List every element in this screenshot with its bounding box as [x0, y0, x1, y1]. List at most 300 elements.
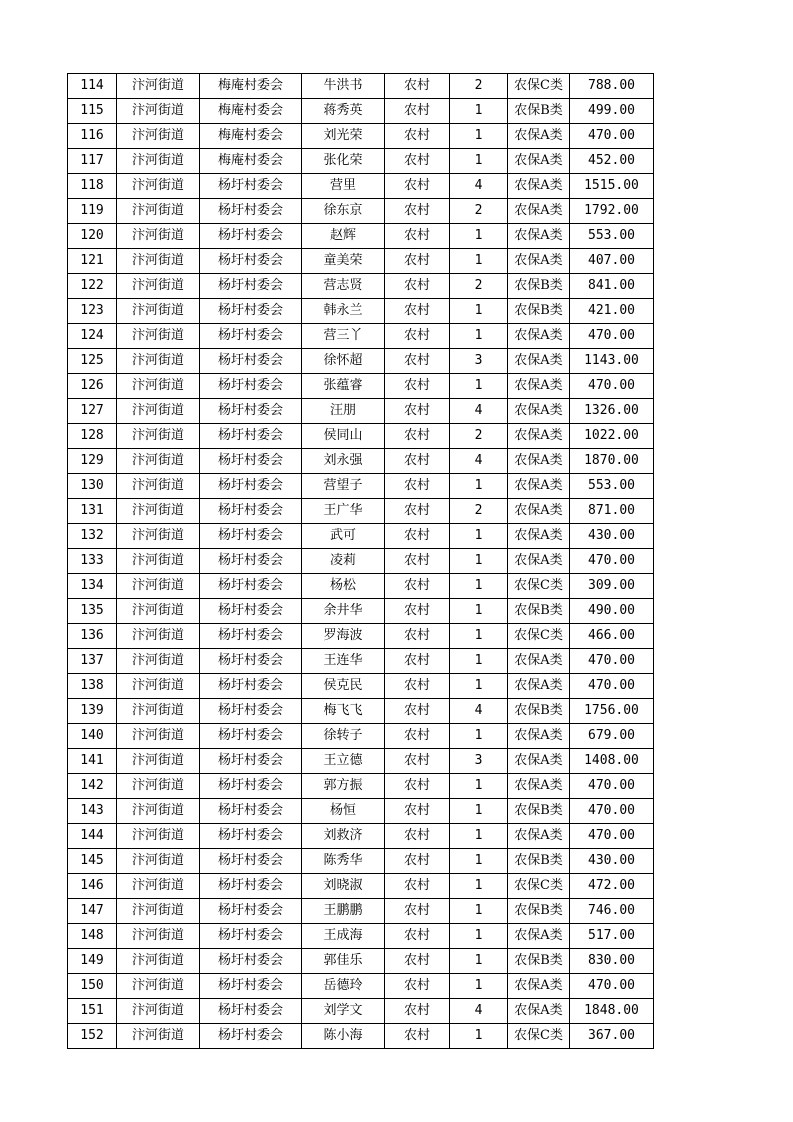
- row-number: 143: [68, 799, 117, 824]
- village-committee-cell: 杨圩村委会: [200, 624, 302, 649]
- household-type-cell: 农村: [385, 299, 450, 324]
- street-cell: 汴河街道: [117, 549, 200, 574]
- row-number: 115: [68, 99, 117, 124]
- amount-cell: 1756.00: [570, 699, 654, 724]
- member-count-cell: 1: [450, 549, 508, 574]
- member-count-cell: 1: [450, 99, 508, 124]
- member-count-cell: 2: [450, 499, 508, 524]
- village-committee-cell: 杨圩村委会: [200, 1024, 302, 1049]
- category-cell: 农保C类: [508, 74, 570, 99]
- member-count-cell: 2: [450, 199, 508, 224]
- street-cell: 汴河街道: [117, 699, 200, 724]
- table-row: [68, 699, 654, 724]
- amount-cell: 490.00: [570, 599, 654, 624]
- amount-cell: 466.00: [570, 624, 654, 649]
- table-row: [68, 424, 654, 449]
- name-cell: 刘永强: [302, 449, 385, 474]
- household-type-cell: 农村: [385, 674, 450, 699]
- amount-cell: 841.00: [570, 274, 654, 299]
- amount-cell: 788.00: [570, 74, 654, 99]
- village-committee-cell: 杨圩村委会: [200, 924, 302, 949]
- household-type-cell: 农村: [385, 374, 450, 399]
- household-type-cell: 农村: [385, 899, 450, 924]
- name-cell: 梅飞飞: [302, 699, 385, 724]
- name-cell: 韩永兰: [302, 299, 385, 324]
- name-cell: 徐转子: [302, 724, 385, 749]
- amount-cell: 553.00: [570, 474, 654, 499]
- name-cell: 刘救济: [302, 824, 385, 849]
- street-cell: 汴河街道: [117, 874, 200, 899]
- household-type-cell: 农村: [385, 849, 450, 874]
- member-count-cell: 4: [450, 399, 508, 424]
- name-cell: 武可: [302, 524, 385, 549]
- table-row: [68, 324, 654, 349]
- amount-cell: 1792.00: [570, 199, 654, 224]
- table-row: [68, 749, 654, 774]
- household-type-cell: 农村: [385, 499, 450, 524]
- member-count-cell: 1: [450, 849, 508, 874]
- category-cell: 农保B类: [508, 899, 570, 924]
- category-cell: 农保B类: [508, 849, 570, 874]
- name-cell: 营望子: [302, 474, 385, 499]
- table-row: [68, 899, 654, 924]
- member-count-cell: 1: [450, 324, 508, 349]
- row-number: 142: [68, 774, 117, 799]
- village-committee-cell: 杨圩村委会: [200, 449, 302, 474]
- category-cell: 农保C类: [508, 574, 570, 599]
- row-number: 130: [68, 474, 117, 499]
- category-cell: 农保A类: [508, 774, 570, 799]
- household-type-cell: 农村: [385, 624, 450, 649]
- table-body: [68, 74, 654, 1049]
- name-cell: 王立德: [302, 749, 385, 774]
- name-cell: 徐东京: [302, 199, 385, 224]
- street-cell: 汴河街道: [117, 724, 200, 749]
- row-number: 126: [68, 374, 117, 399]
- row-number: 146: [68, 874, 117, 899]
- household-type-cell: 农村: [385, 524, 450, 549]
- category-cell: 农保A类: [508, 374, 570, 399]
- member-count-cell: 2: [450, 424, 508, 449]
- table-row: [68, 274, 654, 299]
- table-row: [68, 199, 654, 224]
- member-count-cell: 1: [450, 774, 508, 799]
- household-type-cell: 农村: [385, 599, 450, 624]
- category-cell: 农保C类: [508, 1024, 570, 1049]
- amount-cell: 421.00: [570, 299, 654, 324]
- street-cell: 汴河街道: [117, 224, 200, 249]
- member-count-cell: 1: [450, 674, 508, 699]
- table-row: [68, 149, 654, 174]
- name-cell: 童美荣: [302, 249, 385, 274]
- amount-cell: 679.00: [570, 724, 654, 749]
- row-number: 134: [68, 574, 117, 599]
- category-cell: 农保B类: [508, 299, 570, 324]
- amount-cell: 470.00: [570, 674, 654, 699]
- name-cell: 张蕴睿: [302, 374, 385, 399]
- category-cell: 农保B类: [508, 699, 570, 724]
- street-cell: 汴河街道: [117, 174, 200, 199]
- village-committee-cell: 杨圩村委会: [200, 749, 302, 774]
- table-row: [68, 574, 654, 599]
- name-cell: 徐怀超: [302, 349, 385, 374]
- row-number: 128: [68, 424, 117, 449]
- street-cell: 汴河街道: [117, 349, 200, 374]
- household-type-cell: 农村: [385, 749, 450, 774]
- village-committee-cell: 杨圩村委会: [200, 649, 302, 674]
- row-number: 129: [68, 449, 117, 474]
- member-count-cell: 1: [450, 624, 508, 649]
- village-committee-cell: 杨圩村委会: [200, 674, 302, 699]
- category-cell: 农保B类: [508, 599, 570, 624]
- member-count-cell: 1: [450, 899, 508, 924]
- village-committee-cell: 杨圩村委会: [200, 999, 302, 1024]
- household-type-cell: 农村: [385, 1024, 450, 1049]
- village-committee-cell: 杨圩村委会: [200, 374, 302, 399]
- category-cell: 农保B类: [508, 99, 570, 124]
- row-number: 145: [68, 849, 117, 874]
- village-committee-cell: 杨圩村委会: [200, 474, 302, 499]
- amount-cell: 472.00: [570, 874, 654, 899]
- category-cell: 农保A类: [508, 649, 570, 674]
- row-number: 132: [68, 524, 117, 549]
- street-cell: 汴河街道: [117, 299, 200, 324]
- table-row: [68, 249, 654, 274]
- street-cell: 汴河街道: [117, 249, 200, 274]
- street-cell: 汴河街道: [117, 974, 200, 999]
- member-count-cell: 4: [450, 174, 508, 199]
- household-type-cell: 农村: [385, 399, 450, 424]
- street-cell: 汴河街道: [117, 449, 200, 474]
- member-count-cell: 4: [450, 449, 508, 474]
- village-committee-cell: 杨圩村委会: [200, 424, 302, 449]
- village-committee-cell: 杨圩村委会: [200, 949, 302, 974]
- name-cell: 王鹏鹏: [302, 899, 385, 924]
- amount-cell: 470.00: [570, 374, 654, 399]
- row-number: 127: [68, 399, 117, 424]
- amount-cell: 499.00: [570, 99, 654, 124]
- household-type-cell: 农村: [385, 974, 450, 999]
- name-cell: 凌莉: [302, 549, 385, 574]
- amount-cell: 1143.00: [570, 349, 654, 374]
- village-committee-cell: 杨圩村委会: [200, 299, 302, 324]
- village-committee-cell: 梅庵村委会: [200, 149, 302, 174]
- category-cell: 农保A类: [508, 674, 570, 699]
- village-committee-cell: 梅庵村委会: [200, 74, 302, 99]
- street-cell: 汴河街道: [117, 524, 200, 549]
- village-committee-cell: 杨圩村委会: [200, 224, 302, 249]
- table-row: [68, 974, 654, 999]
- category-cell: 农保A类: [508, 549, 570, 574]
- category-cell: 农保A类: [508, 149, 570, 174]
- category-cell: 农保C类: [508, 624, 570, 649]
- table-row: [68, 449, 654, 474]
- amount-cell: 470.00: [570, 799, 654, 824]
- member-count-cell: 1: [450, 799, 508, 824]
- category-cell: 农保A类: [508, 174, 570, 199]
- name-cell: 营里: [302, 174, 385, 199]
- amount-cell: 470.00: [570, 649, 654, 674]
- row-number: 148: [68, 924, 117, 949]
- row-number: 122: [68, 274, 117, 299]
- name-cell: 张化荣: [302, 149, 385, 174]
- member-count-cell: 1: [450, 149, 508, 174]
- name-cell: 郭方振: [302, 774, 385, 799]
- amount-cell: 470.00: [570, 974, 654, 999]
- village-committee-cell: 杨圩村委会: [200, 574, 302, 599]
- name-cell: 刘晓淑: [302, 874, 385, 899]
- category-cell: 农保A类: [508, 499, 570, 524]
- table-row: [68, 724, 654, 749]
- table-row: [68, 74, 654, 99]
- household-type-cell: 农村: [385, 349, 450, 374]
- name-cell: 侯克民: [302, 674, 385, 699]
- street-cell: 汴河街道: [117, 674, 200, 699]
- name-cell: 汪朋: [302, 399, 385, 424]
- village-committee-cell: 杨圩村委会: [200, 774, 302, 799]
- member-count-cell: 1: [450, 824, 508, 849]
- amount-cell: 1326.00: [570, 399, 654, 424]
- amount-cell: 452.00: [570, 149, 654, 174]
- row-number: 147: [68, 899, 117, 924]
- household-type-cell: 农村: [385, 799, 450, 824]
- amount-cell: 470.00: [570, 824, 654, 849]
- name-cell: 罗海波: [302, 624, 385, 649]
- street-cell: 汴河街道: [117, 799, 200, 824]
- amount-cell: 430.00: [570, 849, 654, 874]
- table-row: [68, 999, 654, 1024]
- name-cell: 王连华: [302, 649, 385, 674]
- name-cell: 营志贤: [302, 274, 385, 299]
- amount-cell: 553.00: [570, 224, 654, 249]
- row-number: 117: [68, 149, 117, 174]
- category-cell: 农保A类: [508, 474, 570, 499]
- category-cell: 农保A类: [508, 249, 570, 274]
- category-cell: 农保A类: [508, 449, 570, 474]
- amount-cell: 1515.00: [570, 174, 654, 199]
- amount-cell: 830.00: [570, 949, 654, 974]
- household-type-cell: 农村: [385, 474, 450, 499]
- member-count-cell: 1: [450, 924, 508, 949]
- row-number: 125: [68, 349, 117, 374]
- member-count-cell: 1: [450, 574, 508, 599]
- street-cell: 汴河街道: [117, 199, 200, 224]
- name-cell: 杨恒: [302, 799, 385, 824]
- household-type-cell: 农村: [385, 724, 450, 749]
- category-cell: 农保B类: [508, 799, 570, 824]
- street-cell: 汴河街道: [117, 649, 200, 674]
- household-type-cell: 农村: [385, 999, 450, 1024]
- category-cell: 农保B类: [508, 949, 570, 974]
- amount-cell: 470.00: [570, 324, 654, 349]
- row-number: 119: [68, 199, 117, 224]
- name-cell: 陈小海: [302, 1024, 385, 1049]
- row-number: 124: [68, 324, 117, 349]
- village-committee-cell: 杨圩村委会: [200, 874, 302, 899]
- member-count-cell: 1: [450, 724, 508, 749]
- category-cell: 农保A类: [508, 724, 570, 749]
- category-cell: 农保A类: [508, 824, 570, 849]
- row-number: 137: [68, 649, 117, 674]
- member-count-cell: 4: [450, 699, 508, 724]
- street-cell: 汴河街道: [117, 924, 200, 949]
- category-cell: 农保A类: [508, 924, 570, 949]
- member-count-cell: 1: [450, 649, 508, 674]
- street-cell: 汴河街道: [117, 474, 200, 499]
- street-cell: 汴河街道: [117, 274, 200, 299]
- street-cell: 汴河街道: [117, 849, 200, 874]
- table-row: [68, 624, 654, 649]
- street-cell: 汴河街道: [117, 99, 200, 124]
- street-cell: 汴河街道: [117, 424, 200, 449]
- table-row: [68, 474, 654, 499]
- name-cell: 王广华: [302, 499, 385, 524]
- amount-cell: 470.00: [570, 774, 654, 799]
- street-cell: 汴河街道: [117, 749, 200, 774]
- household-type-cell: 农村: [385, 99, 450, 124]
- category-cell: 农保A类: [508, 224, 570, 249]
- street-cell: 汴河街道: [117, 499, 200, 524]
- row-number: 116: [68, 124, 117, 149]
- table-row: [68, 1024, 654, 1049]
- amount-cell: 470.00: [570, 124, 654, 149]
- street-cell: 汴河街道: [117, 774, 200, 799]
- member-count-cell: 1: [450, 224, 508, 249]
- amount-cell: 1870.00: [570, 449, 654, 474]
- row-number: 144: [68, 824, 117, 849]
- table-row: [68, 674, 654, 699]
- table-row: [68, 524, 654, 549]
- table-row: [68, 549, 654, 574]
- row-number: 135: [68, 599, 117, 624]
- village-committee-cell: 杨圩村委会: [200, 399, 302, 424]
- row-number: 139: [68, 699, 117, 724]
- table-row: [68, 649, 654, 674]
- member-count-cell: 1: [450, 299, 508, 324]
- name-cell: 营三丫: [302, 324, 385, 349]
- household-type-cell: 农村: [385, 274, 450, 299]
- table-row: [68, 124, 654, 149]
- row-number: 118: [68, 174, 117, 199]
- row-number: 114: [68, 74, 117, 99]
- household-type-cell: 农村: [385, 174, 450, 199]
- table-row: [68, 374, 654, 399]
- category-cell: 农保A类: [508, 424, 570, 449]
- row-number: 120: [68, 224, 117, 249]
- amount-cell: 309.00: [570, 574, 654, 599]
- household-type-cell: 农村: [385, 74, 450, 99]
- amount-cell: 407.00: [570, 249, 654, 274]
- street-cell: 汴河街道: [117, 999, 200, 1024]
- table-row: [68, 299, 654, 324]
- amount-cell: 1848.00: [570, 999, 654, 1024]
- street-cell: 汴河街道: [117, 949, 200, 974]
- row-number: 138: [68, 674, 117, 699]
- table-row: [68, 774, 654, 799]
- table-row: [68, 924, 654, 949]
- village-committee-cell: 杨圩村委会: [200, 524, 302, 549]
- name-cell: 岳德玲: [302, 974, 385, 999]
- table-row: [68, 499, 654, 524]
- name-cell: 赵辉: [302, 224, 385, 249]
- row-number: 131: [68, 499, 117, 524]
- village-committee-cell: 杨圩村委会: [200, 699, 302, 724]
- village-committee-cell: 杨圩村委会: [200, 549, 302, 574]
- table-row: [68, 174, 654, 199]
- household-type-cell: 农村: [385, 149, 450, 174]
- household-type-cell: 农村: [385, 449, 450, 474]
- village-committee-cell: 梅庵村委会: [200, 99, 302, 124]
- amount-cell: 470.00: [570, 549, 654, 574]
- household-type-cell: 农村: [385, 949, 450, 974]
- name-cell: 刘光荣: [302, 124, 385, 149]
- table-row: [68, 799, 654, 824]
- household-type-cell: 农村: [385, 324, 450, 349]
- row-number: 150: [68, 974, 117, 999]
- name-cell: 陈秀华: [302, 849, 385, 874]
- table-row: [68, 224, 654, 249]
- name-cell: 刘学文: [302, 999, 385, 1024]
- table-row: [68, 874, 654, 899]
- name-cell: 余井华: [302, 599, 385, 624]
- household-type-cell: 农村: [385, 649, 450, 674]
- amount-cell: 746.00: [570, 899, 654, 924]
- village-committee-cell: 杨圩村委会: [200, 899, 302, 924]
- street-cell: 汴河街道: [117, 149, 200, 174]
- row-number: 133: [68, 549, 117, 574]
- member-count-cell: 1: [450, 874, 508, 899]
- village-committee-cell: 梅庵村委会: [200, 124, 302, 149]
- member-count-cell: 1: [450, 124, 508, 149]
- category-cell: 农保A类: [508, 124, 570, 149]
- name-cell: 侯同山: [302, 424, 385, 449]
- household-type-cell: 农村: [385, 249, 450, 274]
- name-cell: 牛洪书: [302, 74, 385, 99]
- table-row: [68, 599, 654, 624]
- village-committee-cell: 杨圩村委会: [200, 974, 302, 999]
- table-row: [68, 99, 654, 124]
- village-committee-cell: 杨圩村委会: [200, 324, 302, 349]
- village-committee-cell: 杨圩村委会: [200, 199, 302, 224]
- household-type-cell: 农村: [385, 699, 450, 724]
- category-cell: 农保A类: [508, 349, 570, 374]
- table-row: [68, 949, 654, 974]
- table-row: [68, 849, 654, 874]
- name-cell: 郭佳乐: [302, 949, 385, 974]
- category-cell: 农保C类: [508, 874, 570, 899]
- street-cell: 汴河街道: [117, 1024, 200, 1049]
- street-cell: 汴河街道: [117, 324, 200, 349]
- row-number: 141: [68, 749, 117, 774]
- street-cell: 汴河街道: [117, 399, 200, 424]
- village-committee-cell: 杨圩村委会: [200, 274, 302, 299]
- household-type-cell: 农村: [385, 549, 450, 574]
- village-committee-cell: 杨圩村委会: [200, 599, 302, 624]
- name-cell: 杨松: [302, 574, 385, 599]
- amount-cell: 517.00: [570, 924, 654, 949]
- row-number: 149: [68, 949, 117, 974]
- member-count-cell: 1: [450, 249, 508, 274]
- village-committee-cell: 杨圩村委会: [200, 249, 302, 274]
- row-number: 152: [68, 1024, 117, 1049]
- member-count-cell: 4: [450, 999, 508, 1024]
- street-cell: 汴河街道: [117, 574, 200, 599]
- street-cell: 汴河街道: [117, 624, 200, 649]
- member-count-cell: 1: [450, 599, 508, 624]
- village-committee-cell: 杨圩村委会: [200, 849, 302, 874]
- village-committee-cell: 杨圩村委会: [200, 349, 302, 374]
- village-committee-cell: 杨圩村委会: [200, 499, 302, 524]
